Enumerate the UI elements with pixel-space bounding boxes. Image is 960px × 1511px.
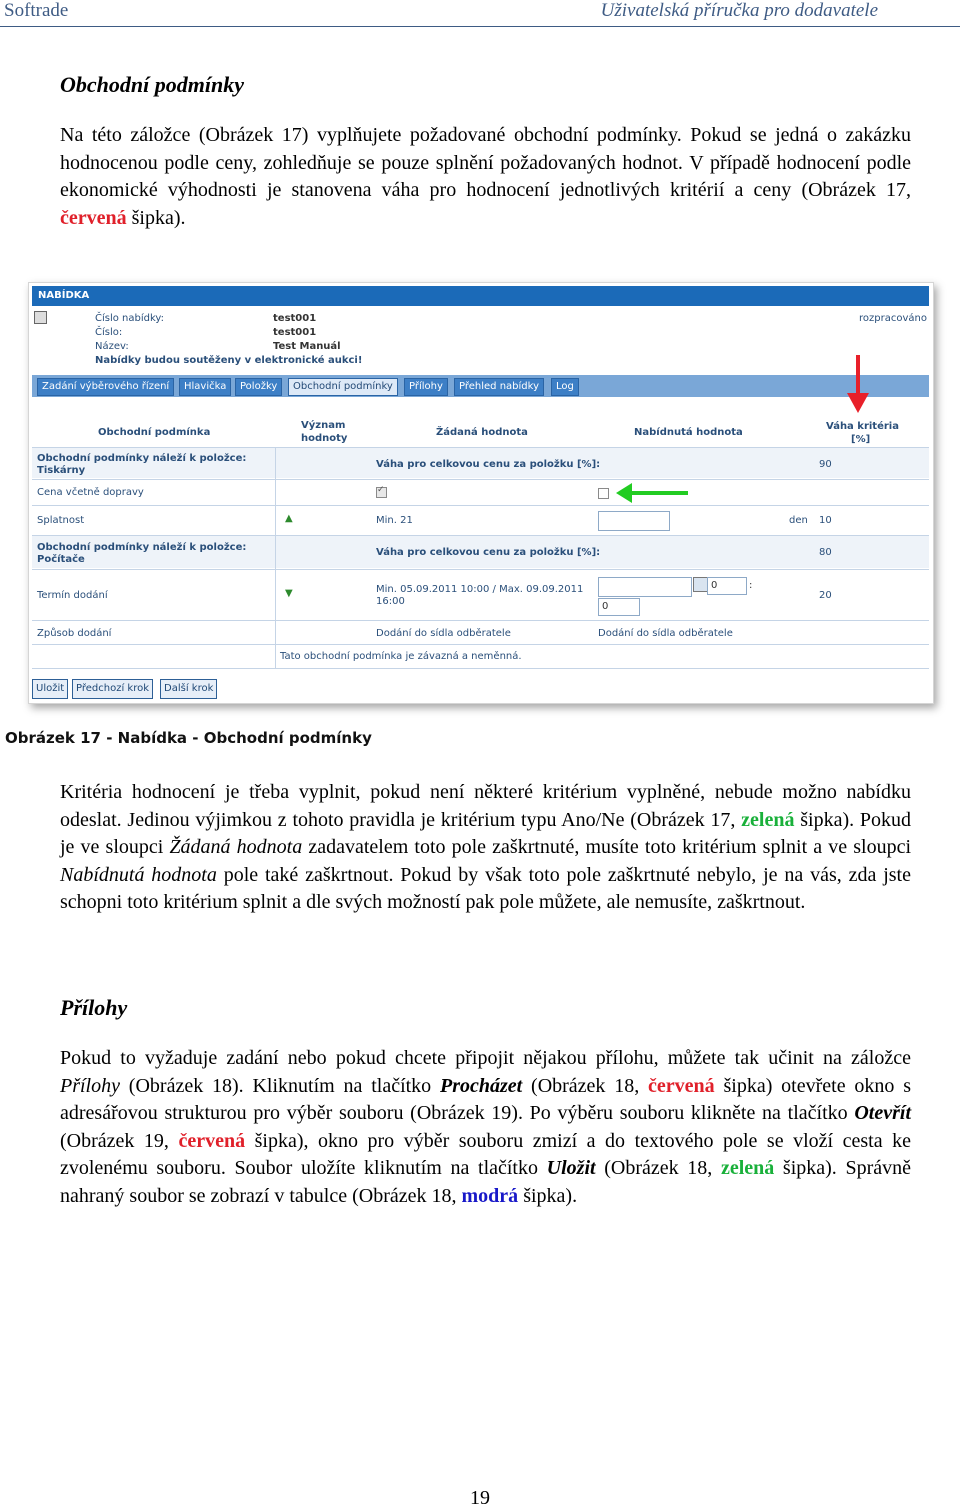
p3-text-d: šipka) otevřete okno s adresářovou strukturou pro výběr souboru (Obrázek 19). Po výběru souboru klikněte na tlačítko (60, 1074, 911, 1125)
previous-step-button[interactable]: Předchozí krok (72, 679, 153, 699)
group2-weight-value: 80 (819, 547, 832, 558)
binding-note: Tato obchodní podmínka je závazná a neměnná. (280, 651, 522, 662)
info-label-nazev: Název: (95, 341, 129, 352)
down-arrow-icon: ▼ (285, 588, 293, 599)
p3-button-ulozit: Uložit (546, 1157, 596, 1180)
info-label-cislo: Číslo: (95, 327, 123, 338)
paragraph-2 (60, 779, 911, 917)
tab-prilohy[interactable]: Přílohy (404, 378, 448, 396)
zpusob-offered: Dodání do sídla odběratele (598, 628, 733, 639)
section-title-prilohy: Přílohy (60, 995, 128, 1020)
group1-label: Obchodní podmínky náleží k položce: (37, 453, 247, 464)
termin-time-sep: : (749, 580, 753, 591)
termin-minute-value: 0 (602, 601, 609, 612)
info-value-cislo-nabidky: test001 (273, 313, 317, 324)
group1-weight-label: Váha pro celkovou cenu za položku [%]: (376, 459, 601, 470)
p1-text-b: šipka). (126, 206, 186, 229)
p2-text-a: Kritéria hodnocení je třeba vyplnit, pokud není některé kritérium vyplněné, nebude možno nabídku odeslat. Jedinou výjimkou z tohoto pravidla je kritérium typu Ano/Ne (Obrázek 17, (60, 781, 911, 831)
splatnost-unit: den (789, 515, 808, 526)
cena-offered-checkbox[interactable] (598, 488, 609, 499)
p3-text-i: šipka). (518, 1184, 578, 1207)
next-step-button[interactable]: Další krok (160, 679, 217, 699)
group2-label: Obchodní podmínky náleží k položce: (37, 542, 247, 553)
column-divider (275, 448, 276, 668)
print-icon[interactable] (34, 311, 47, 324)
p2-text-b: šipka). Pokud je ve sloupci (60, 808, 911, 859)
termin-required-1: Min. 05.09.2011 10:00 / Max. 09.09.2011 (376, 584, 584, 595)
paragraph-3 (60, 1045, 911, 1211)
p3-green-word: zelená (720, 1157, 775, 1180)
divider (32, 569, 929, 570)
header-right: Uživatelská příručka pro dodavatele (600, 0, 878, 21)
auction-note: Nabídky budou soutěženy v elektronické aukci! (95, 355, 363, 366)
green-arrow-icon (614, 481, 690, 505)
p3-text-b: (Obrázek 18). Kliknutím na tlačítko (120, 1074, 440, 1097)
termin-required-2: 16:00 (376, 596, 405, 607)
divider (32, 620, 929, 621)
p3-text-c: (Obrázek 18, (522, 1074, 649, 1097)
p3-red-word-2: červená (178, 1129, 246, 1152)
header-divider (0, 26, 960, 27)
check-icon: ✓ (377, 485, 385, 495)
splatnost-weight: 10 (819, 515, 832, 526)
row-splatnost-label: Splatnost (37, 515, 85, 526)
p3-text-f: šipka), okno pro výběr souboru zmizí a do textového pole se vloží cesta ke zvolenému souboru. Soubor uložíte kliknutím na tlačítko (60, 1129, 911, 1180)
group1-weight-value: 90 (819, 459, 832, 470)
group1-item: Tiskárny (37, 465, 86, 476)
col-header-podminka: Obchodní podmínka (98, 427, 211, 438)
row-cena-label: Cena včetně dopravy (37, 487, 144, 498)
info-value-nazev: Test Manuál (273, 341, 341, 352)
termin-hour-value: 0 (711, 580, 718, 591)
group2-item: Počítače (37, 554, 85, 565)
p3-text-e: (Obrázek 19, (60, 1129, 179, 1152)
col-header-nabidnuta: Nabídnutá hodnota (634, 427, 743, 438)
tab-bar (32, 375, 929, 397)
tab-zadani[interactable]: Zadání výběrového řízení (37, 378, 174, 396)
p3-blue-word: modrá (461, 1184, 519, 1207)
p3-text-a: Pokud to vyžaduje zadání nebo pokud chcete připojit nějakou přílohu, můžete tak učinit na záložce (60, 1047, 911, 1069)
section-title-obchodni: Obchodní podmínky (60, 72, 244, 97)
header-left: Softrade (4, 0, 69, 21)
divider (32, 644, 929, 645)
divider (32, 505, 929, 506)
p1-text-a: Na této záložce (Obrázek 17) vyplňujete požadované obchodní podmínky. Pokud se jedná o zakázku hodnocenou podle ceny, zohledňuje se pouze splnění požadovaných hodnot. V případě hodnocení podle ekonomické výhodnosti je stanovena váha pro hodnocení jednotlivých kritérií a ceny (Obrázek 17, (60, 124, 911, 202)
p3-button-prochazet: Procházet (440, 1074, 523, 1097)
col-header-vaha-unit: [%] (851, 434, 871, 445)
paragraph-1 (60, 122, 911, 232)
p2-text-d: pole také zaškrtnout. Pokud by však toto pole zaškrtnuté nebylo, je na vás, zda jste schopni toto kritérium splnit a dle svých možností pak pole můžete, ale nemusíte, zaškrtnout. (60, 863, 911, 914)
status-label: rozpracováno (859, 313, 927, 324)
save-button[interactable]: Uložit (32, 679, 68, 699)
divider (32, 668, 929, 669)
group2-weight-label: Váha pro celkovou cenu za položku [%]: (376, 547, 601, 558)
p2-em-nabidnuta: Nabídnutá hodnota (60, 863, 217, 886)
termin-date-input[interactable] (598, 577, 692, 597)
figure-screenshot (28, 282, 934, 704)
p3-text-h: šipka). Správně nahraný soubor se zobrazí v tabulce (Obrázek 18, (60, 1157, 911, 1207)
termin-weight: 20 (819, 590, 832, 601)
zpusob-required: Dodání do sídla odběratele (376, 628, 511, 639)
tab-prehled-nabidky[interactable]: Přehled nabídky (454, 378, 544, 396)
up-arrow-icon: ▲ (285, 513, 293, 524)
col-header-zadana: Žádaná hodnota (436, 427, 528, 438)
info-label-cislo-nabidky: Číslo nabídky: (95, 313, 164, 324)
divider (32, 479, 929, 480)
p3-em-prilohy: Přílohy (60, 1074, 120, 1097)
red-arrow-icon (841, 353, 875, 417)
splatnost-required: Min. 21 (376, 515, 413, 526)
page-number: 19 (470, 1487, 490, 1509)
tab-polozky[interactable]: Položky (235, 378, 282, 396)
offer-title: NABÍDKA (38, 290, 90, 301)
tab-obchodni-podminky[interactable]: Obchodní podmínky (288, 378, 398, 396)
p2-em-zadana: Žádaná hodnota (169, 836, 303, 859)
tab-hlavicka[interactable]: Hlavička (179, 378, 231, 396)
col-header-vaha: Váha kritéria (826, 421, 899, 432)
info-value-cislo: test001 (273, 327, 317, 338)
p3-button-otevrit: Otevřít (854, 1102, 911, 1125)
offer-title-bar (32, 286, 929, 306)
calendar-icon[interactable] (693, 577, 708, 592)
col-header-vyznam: Význam (301, 420, 346, 431)
row-termin-label: Termín dodání (37, 590, 108, 601)
row-zpusob-label: Způsob dodání (37, 628, 112, 639)
tab-log[interactable]: Log (551, 378, 579, 396)
p3-red-word-1: červená (648, 1074, 715, 1097)
col-header-hodnoty: hodnoty (301, 433, 348, 444)
p2-green-word: zelená (741, 808, 795, 831)
p1-red-word: červená (60, 206, 127, 229)
p3-text-g: (Obrázek 18, (595, 1157, 721, 1180)
figure-caption: Obrázek 17 - Nabídka - Obchodní podmínky (5, 729, 372, 747)
splatnost-input[interactable] (598, 511, 670, 531)
p2-text-c: zadavatelem toto pole zaškrtnuté, musíte toto kritérium splnit a ve sloupci (302, 836, 911, 859)
